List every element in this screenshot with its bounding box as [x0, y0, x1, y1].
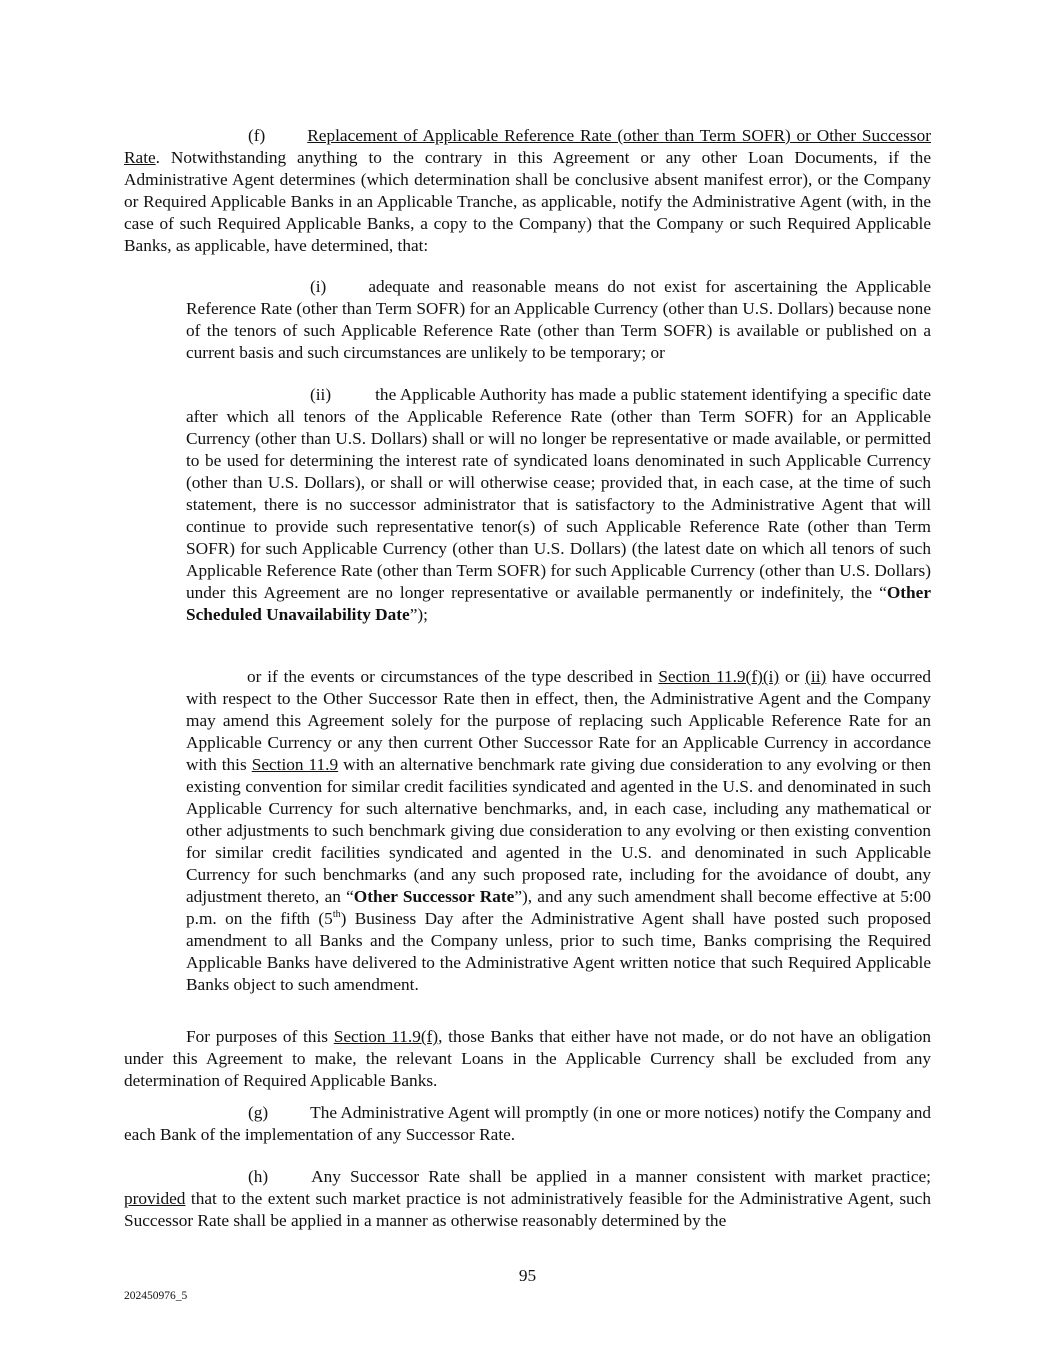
- section-f-heading: Replacement of Applicable Reference Rate (other than Term SOFR) or Other Successor Rate: [124, 126, 931, 167]
- section-h-text-2: that to the extent such market practice is not administratively feasible for the Administrative Agent, such Successor Rate shall be applied in a manner as otherwise reasonably determined by the: [124, 1189, 931, 1230]
- or-clause-paragraph: [186, 666, 931, 996]
- or-clause-text-2: or: [779, 667, 806, 686]
- purposes-paragraph: [124, 1026, 931, 1092]
- section-g-label: (g): [248, 1103, 269, 1122]
- section-h-paragraph: [124, 1166, 931, 1232]
- defined-term-other-successor-rate: Other Successor Rate: [353, 887, 515, 906]
- item-ii-label: (ii): [310, 385, 332, 404]
- item-i-label: (i): [310, 277, 327, 296]
- or-clause-text-3: have occurred with respect to the Other Successor Rate then in effect, then, the Administrative Agent and the Company may amend this Agreement solely for the purpose of replacing such Applicable Reference Rate for an Applicable Currency or any then current Other Successor Rate for an Applicable Currency in accordance with this: [186, 667, 931, 774]
- section-ref-11-9-f: Section 11.9(f): [333, 1027, 439, 1046]
- item-ii-text: the Applicable Authority has made a public statement identifying a specific date after which all tenors of the Applicable Reference Rate (other than Term SOFR) for an Applicable Currency (other than U.S. Dollars) shall or will no longer be representative or made available, or permitted to be used for determining the interest rate of syndicated loans denominated in such Applicable Currency (other than U.S. Dollars), or shall or will otherwise cease; provided that, in each case, at the time of such statement, there is no successor administrator that is satisfactory to the Administrative Agent that will continue to provide such representative tenor(s) of such Applicable Reference Rate (other than Term SOFR) for such Applicable Currency (other than U.S. Dollars) (the latest date on which all tenors of such Applicable Reference Rate (other than Term SOFR) for such Applicable Currency (other than U.S. Dollars) under this Agreement are no longer representative or available permanently or indefinitely, the “: [186, 385, 931, 602]
- section-f-label: (f): [248, 126, 266, 145]
- section-f-body: . Notwithstanding anything to the contrary in this Agreement or any other Loan Documents, if the Administrative Agent determines (which determination shall be conclusive absent manifest error), or the Company or Required Applicable Banks in an Applicable Tranche, as applicable, notify the Administrative Agent (with, in the case of such Required Applicable Banks, a copy to the Company) that the Company or such Required Applicable Banks, as applicable, have determined, that:: [124, 148, 931, 255]
- section-h-label: (h): [248, 1167, 269, 1186]
- item-i-paragraph: [186, 276, 931, 364]
- item-ii-paragraph: [186, 384, 931, 626]
- purposes-text-1: For purposes of this: [186, 1027, 334, 1046]
- item-ii-closing: ”);: [409, 605, 428, 624]
- page-number: 95: [518, 1266, 537, 1285]
- section-g-text: The Administrative Agent will promptly (in one or more notices) notify the Company and each Bank of the implementation of any Successor Rate.: [124, 1103, 931, 1144]
- section-h-text-1: Any Successor Rate shall be applied in a manner consistent with market practice;: [311, 1167, 931, 1186]
- ordinal-superscript: th: [332, 909, 341, 921]
- or-clause-text-4: with an alternative benchmark rate giving due consideration to any evolving or then existing convention for similar credit facilities syndicated and agented in the U.S. and denominated in such Applicable Currency for such alternative benchmarks, and, in each case, including any mathematical or other adjustments to such benchmark giving due consideration to any evolving or then existing convention for similar credit facilities syndicated and agented in the U.S. and denominated in such Applicable Currency for such benchmarks (and any such proposed rate, including for the avoidance of doubt, any adjustment thereto, an “: [186, 755, 931, 906]
- section-ref-11-9-f-i: Section 11.9(f)(i): [658, 667, 780, 686]
- purposes-text-2: , those Banks that either have not made, or do not have an obligation under this Agreement to make, the relevant Loans in the Applicable Currency shall be excluded from any determination of Required Applicable Banks.: [124, 1027, 932, 1090]
- section-ref-ii: (ii): [805, 667, 827, 686]
- or-clause-text-6: ) Business Day after the Administrative Agent shall have posted such proposed amendment to all Banks and the Company unless, prior to such time, Banks comprising the Required Applicable Banks have delivered to the Administrative Agent written notice that such Required Applicable Banks object to such amendment.: [186, 909, 931, 994]
- defined-term-other-scheduled-unavailability-date: Other Scheduled Unavailability Date: [186, 583, 931, 624]
- document-id: 202450976_5: [124, 1290, 188, 1302]
- section-ref-11-9: Section 11.9: [251, 755, 339, 774]
- or-clause-text-5: ”), and any such amendment shall become effective at 5:00 p.m. on the fifth (5: [186, 887, 931, 928]
- section-g-paragraph: [124, 1102, 931, 1146]
- provided-term: provided: [124, 1189, 186, 1208]
- section-f-paragraph: [124, 125, 931, 257]
- or-clause-text-1: or if the events or circumstances of the type described in: [247, 667, 659, 686]
- item-i-text: adequate and reasonable means do not exist for ascertaining the Applicable Reference Rate (other than Term SOFR) for an Applicable Currency (other than U.S. Dollars) because none of the tenors of such Applicable Reference Rate (other than Term SOFR) is available or published on a current basis and such circumstances are unlikely to be temporary; or: [186, 277, 931, 362]
